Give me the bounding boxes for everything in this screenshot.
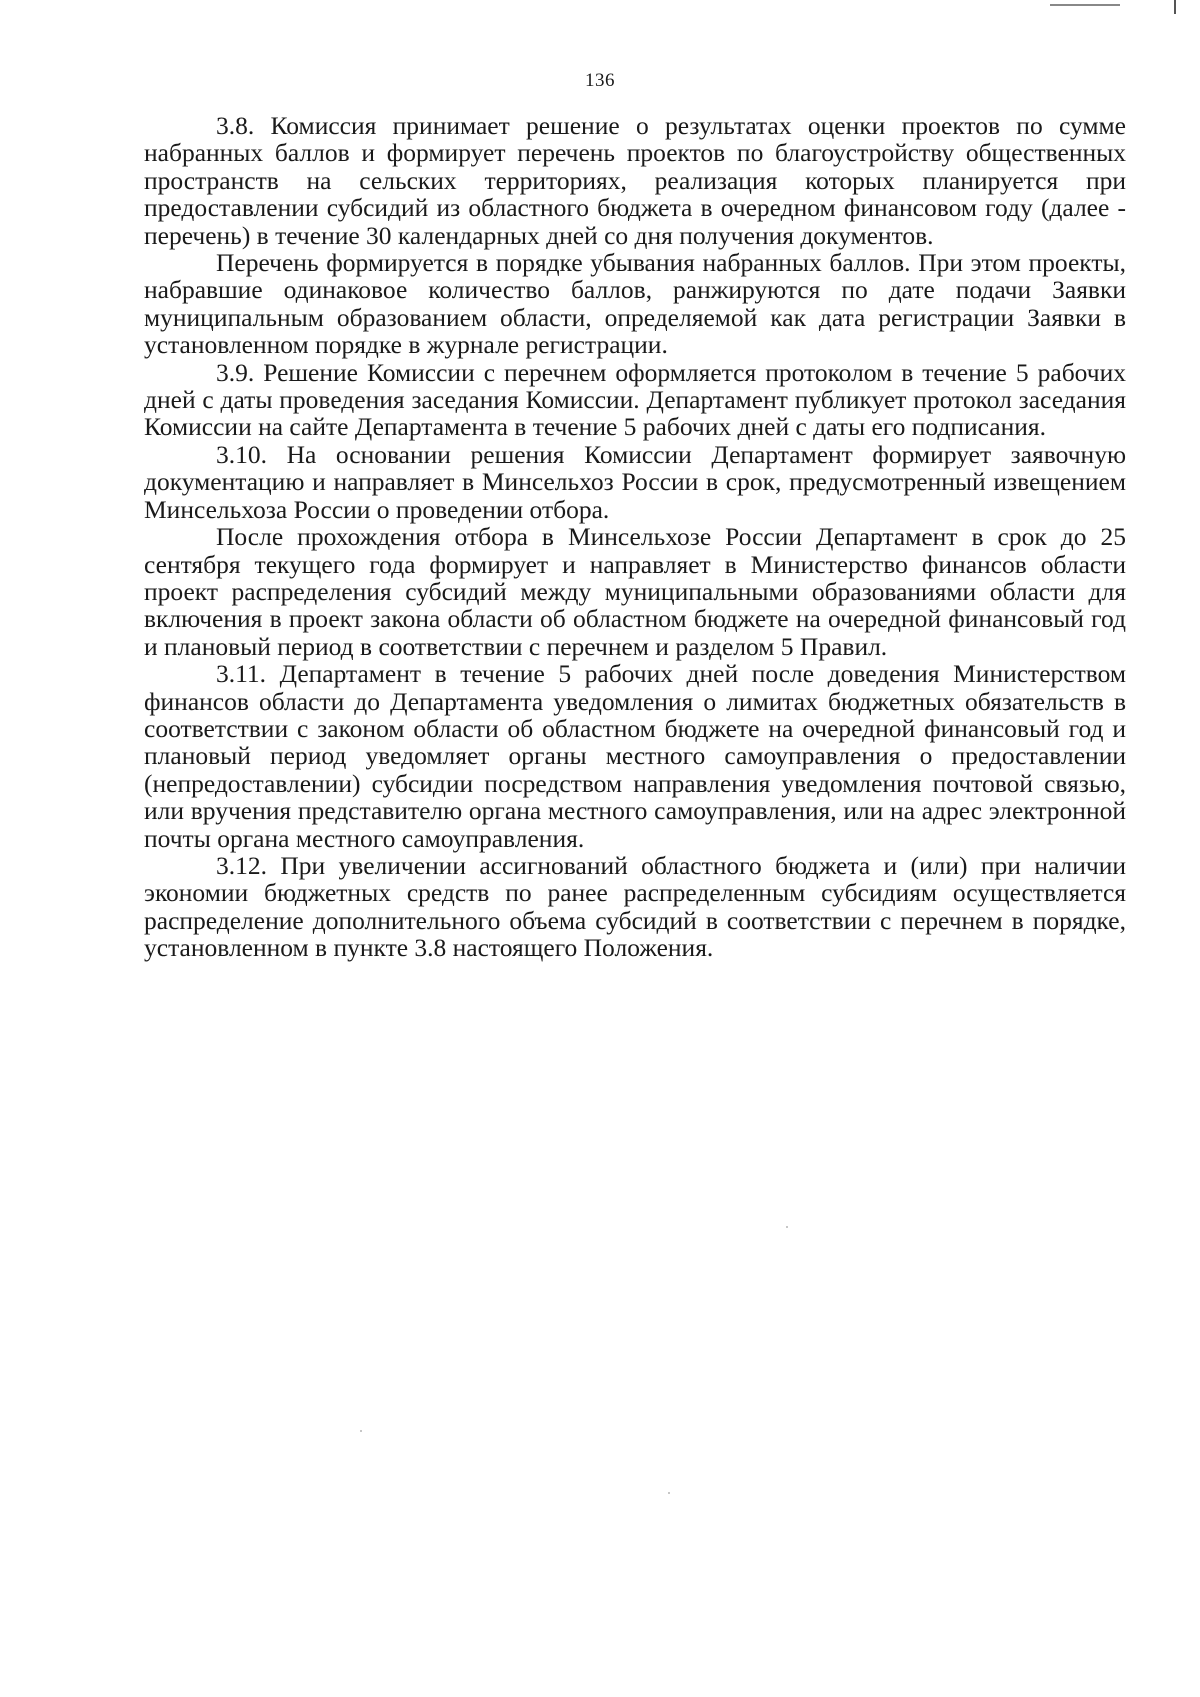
paragraph-3-10: 3.10. На основании решения Комиссии Департамент формирует заявочную документацию и направляет в Минсельхоз России в срок, предусмотренный извещением Минсельхоза России о проведении отбора.: [144, 439, 1126, 524]
scan-edge-mark: [1050, 4, 1120, 6]
paragraph-after-selection: После прохождения отбора в Минсельхозе России Департамент в срок до 25 сентября текущего года формирует и направляет в Министерство финансов области проект распределения субсидий между муниципальными образованиями области для включения в проект закона области об областном бюджете на очередной финансовый год и плановый период в соответствии с перечнем и разделом 5 Правил.: [144, 522, 1126, 661]
scan-speck: [668, 1492, 670, 1494]
paragraph-3-12: 3.12. При увеличении ассигнований областного бюджета и (или) при наличии экономии бюджетных средств по ранее распределенным субсидиям осуществляется распределение дополнительного объема субсидий в соответствии с перечнем в порядке, установленном в пункте 3.8 настоящего Положения.: [144, 850, 1126, 963]
page-number: 136: [585, 70, 615, 91]
paragraph-3-9: 3.9. Решение Комиссии с перечнем оформляется протоколом в течение 5 рабочих дней с даты проведения заседания Комиссии. Департамент публикует протокол заседания Комиссии на сайте Департамента в течение 5 рабочих дней с даты его подписания.: [144, 357, 1126, 442]
document-body: [144, 112, 1126, 962]
paragraph-3-11: 3.11. Департамент в течение 5 рабочих дней после доведения Министерством финансов области до Департамента уведомления о лимитах бюджетных обязательств в соответствии с законом области об областном бюджете на очередной финансовый год и плановый период уведомляет органы местного самоуправления о предоставлении (непредоставлении) субсидии посредством направления уведомления почтовой связью, или вручения представителю органа местного самоуправления, или на адрес электронной почты органа местного самоуправления.: [144, 659, 1126, 853]
paragraph-list-order: Перечень формируется в порядке убывания набранных баллов. При этом проекты, набравшие одинаковое количество баллов, ранжируются по дате подачи Заявки муниципальным образованием области, определяемой как дата регистрации Заявки в установленном порядке в журнале регистрации.: [144, 248, 1126, 360]
scan-speck: [786, 1226, 788, 1228]
scan-edge-mark: [1174, 0, 1176, 14]
scan-speck: [360, 1430, 362, 1432]
paragraph-3-8: 3.8. Комиссия принимает решение о результатах оценки проектов по сумме набранных баллов и формирует перечень проектов по благоустройству общественных пространств на сельских территориях, реализация которых планируется при предоставлении субсидий из областного бюджета в очередном финансовом году (далее - перечень) в течение 30 календарных дней со дня получения документов.: [144, 111, 1126, 250]
